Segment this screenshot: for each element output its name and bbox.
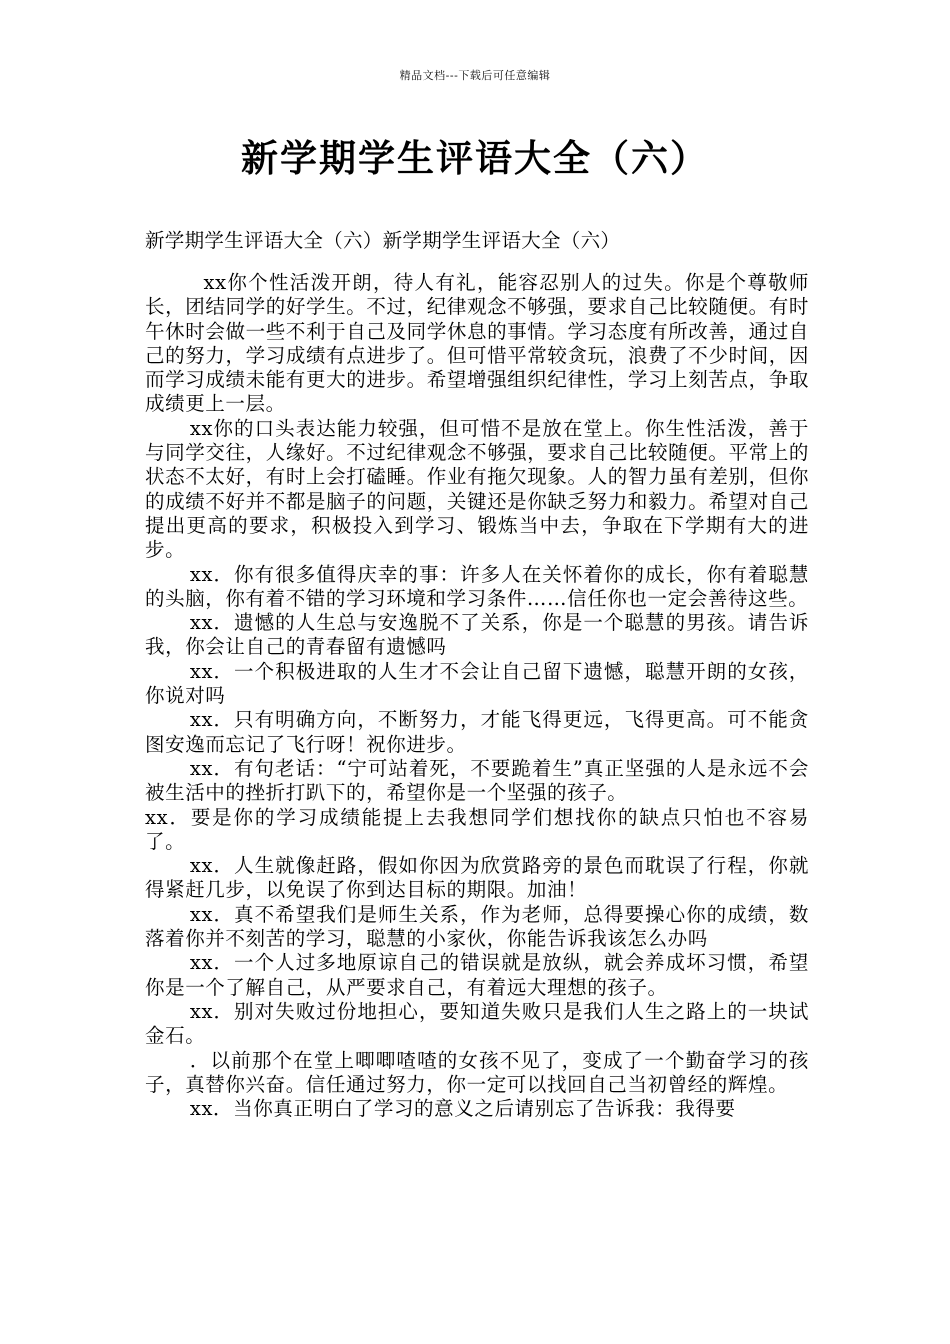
document-subtitle: 新学期学生评语大全（六）新学期学生评语大全（六） — [145, 229, 621, 252]
paragraph: ．以前那个在堂上唧唧喳喳的女孩不见了，变成了一个勤奋学习的孩子，真替你兴奋。信任通过努力，你一定可以找回自己当初曾经的辉煌。 — [145, 1048, 809, 1096]
document-title: 新学期学生评语大全（六） — [241, 137, 709, 180]
paragraph: xx．遗憾的人生总与安逸脱不了关系，你是一个聪慧的男孩。请告诉我，你会让自己的青春留有遗憾吗 — [145, 611, 809, 659]
paragraph: xx．别对失败过份地担心，要知道失败只是我们人生之路上的一块试金石。 — [145, 999, 809, 1048]
paragraph: xx．一个积极进取的人生才不会让自己留下遗憾，聪慧开朗的女孩，你说对吗 — [145, 659, 809, 708]
paragraph: xx．你有很多值得庆幸的事：许多人在关怀着你的成长，你有着聪慧的头脑，你有着不错的学习环境和学习条件……信任你也一定会善待这些。 — [145, 562, 809, 610]
header-note: 精品文档---下载后可任意编辑 — [399, 69, 551, 82]
paragraph: xx．一个人过多地原谅自己的错误就是放纵，就会养成坏习惯，希望你是一个了解自己，从严要求自己，有着远大理想的孩子。 — [145, 951, 809, 999]
paragraph: xx．真不希望我们是师生关系，作为老师，总得要操心你的成绩，数落着你并不刻苦的学习，聪慧的小家伙，你能告诉我该怎么办吗 — [145, 902, 809, 951]
paragraph: xx．只有明确方向，不断努力，才能飞得更远，飞得更高。可不能贪图安逸而忘记了飞行呀！祝你进步。 — [145, 708, 809, 756]
paragraph: xx．人生就像赶路，假如你因为欣赏路旁的景色而耽误了行程，你就得紧赶几步，以免误了你到达目标的期限。加油！ — [145, 854, 809, 902]
paragraph: xx你个性活泼开朗，待人有礼，能容忍别人的过失。你是个尊敬师长，团结同学的好学生。不过，纪律观念不够强，要求自己比较随便。有时午休时会做一些不利于自己及同学休息的事情。学习态度有所改善，通过自己的努力，学习成绩有点进步了。但可惜平常较贪玩，浪费了不少时间，因而学习成绩未能有更大的进步。希望增强组织纪律性，学习上刻苦点，争取成绩更上一层。 — [145, 271, 809, 416]
paragraph: xx你的口头表达能力较强，但可惜不是放在堂上。你生性活泼，善于与同学交往，人缘好。不过纪律观念不够强，要求自己比较随便。平常上的状态不太好，有时上会打磕睡。作业有拖欠现象。人的智力虽有差别，但你的成绩不好并不都是脑子的问题，关键还是你缺乏努力和毅力。希望对自己提出更高的要求，积极投入到学习、锻炼当中去，争取在下学期有大的进步。 — [145, 416, 809, 562]
paragraph: xx．有句老话：“宁可站着死，不要跪着生”真正坚强的人是永远不会被生活中的挫折打趴下的，希望你是一个坚强的孩子。 — [145, 756, 809, 805]
document-body — [145, 271, 809, 1121]
paragraph: xx．当你真正明白了学习的意义之后请别忘了告诉我：我得要 — [189, 1097, 736, 1121]
paragraph: xx．要是你的学习成绩能提上去我想同学们想找你的缺点只怕也不容易了。 — [145, 805, 809, 853]
